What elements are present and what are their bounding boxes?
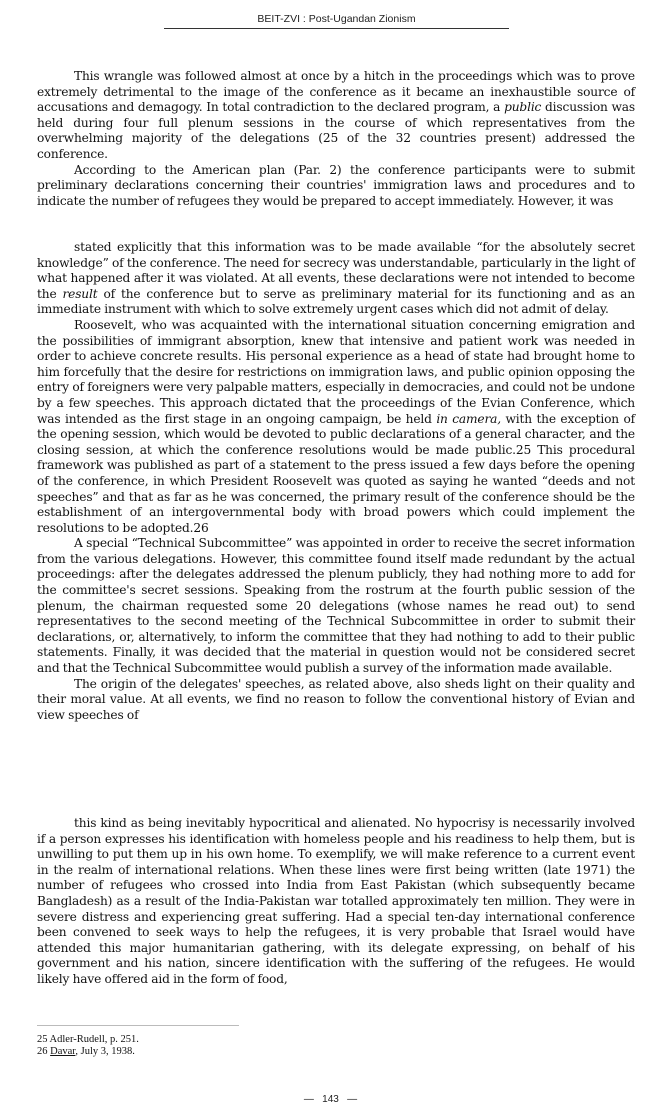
paragraph-text: discussion was held during four full plenum sessions in the course of which representatives from the overwhelming majority of the delegations (25 of the 32 countries present) addressed the conference.: [37, 100, 635, 161]
italic-emphasis: in camera,: [436, 411, 502, 426]
text-block-3: [37, 816, 635, 988]
paragraph: [37, 240, 635, 318]
footnote-25: [37, 1034, 139, 1046]
paragraph: [37, 69, 635, 163]
paragraph: [37, 318, 635, 536]
paragraph: According to the American plan (Par. 2) the conference participants were to submit preliminary declarations concerning their countries' immigration laws and procedures and to indicate the number of refugees they would be prepared to accept immediately. However, it was: [37, 162, 635, 208]
footnote-text: Adler-Rudell, p. 251.: [49, 1034, 139, 1045]
paragraph-text: of the conference but to serve as preliminary material for its functioning and as an immediate instrument with which to solve extremely urgent cases which did not admit of delay.: [37, 286, 635, 317]
italic-emphasis: public: [504, 100, 542, 115]
italic-emphasis: result: [62, 286, 98, 301]
paragraph-text: This wrangle was followed almost at once by a hitch in the proceedings which was to prove extremely detrimental to the image of the conference as it became an inexhaustible source of accusations and demagogy. In total contradiction to the declared program, a: [37, 69, 635, 115]
text-block-2: [37, 240, 635, 723]
footnote-26: [37, 1046, 139, 1058]
paragraph-text: Roosevelt, who was acquainted with the international situation concerning emigration and the possibilities of immigrant absorption, knew that intensive and patient work was needed in order to achieve concrete results. His personal experience as a head of state had brought home to him forcefully that the desire for restrictions on immigration laws, and public opinion opposing the entry of foreigners were very palpable matters, especially in democracies, and could not be undone by a few speeches. This approach dictated that the proceedings of the Evian Conference, which was intended as the first stage in an ongoing campaign, be held: [37, 317, 635, 426]
paragraph-text: stated explicitly that this information was to be made available “for the absolutely secret knowledge” of the conference. The need for secrecy was understandable, particularly in the light of what happened after it was violated. At all events, these declarations were not intended to become the: [37, 240, 635, 301]
paragraph: A special “Technical Subcommittee” was appointed in order to receive the secret information from the various delegations. However, this committee found itself made redundant by the actual proceedings: after the delegates addressed the plenum publicly, they had nothing more to add for the committee's secret sessions. Speaking from the rostrum at the fourth public session of the plenum, the chairman requested some 20 delegations (whose names he read out) to send representatives to the second meeting of the Technical Subcommittee in order to submit their declarations, or, alternatively, to inform the committee that they had nothing to add to their public statements. Finally, it was decided that the material in question would not be considered secret and that the Technical Subcommittee would publish a survey of the information made available.: [37, 536, 635, 676]
footnote-text: , July 3, 1938.: [75, 1046, 135, 1057]
running-header: BEIT-ZVI : Post-Ugandan Zionism: [164, 13, 509, 29]
footnote-number: 25: [37, 1034, 48, 1045]
paragraph: The origin of the delegates' speeches, as related above, also sheds light on their quality and their moral value. At all events, we find no reason to follow the conventional history of Evian and view speeches of: [37, 676, 635, 722]
footnotes: [37, 1034, 139, 1058]
paragraph: this kind as being inevitably hypocritical and alienated. No hypocrisy is necessarily involved if a person expresses his identification with homeless people and his readiness to help them, but is unwilling to put them up in his own home. To exemplify, we will make reference to a current event in the realm of international relations. When these lines were first being written (late 1971) the number of refugees who crossed into India from East Pakistan (which subsequently became Bangladesh) as a result of the India-Pakistan war totalled approximately ten million. They were in severe distress and experiencing great suffering. Had a special ten-day international conference been convened to seek ways to help the refugees, it is very probable that Israel would have attended this major humanitarian gathering, with its delegate expressing, on behalf of his government and his nation, sincere identification with the suffering of the refugees. He would likely have offered aid in the form of food,: [37, 816, 635, 986]
text-block-1: [37, 69, 635, 209]
page-number: — 143 —: [303, 1094, 358, 1105]
footnote-source-title: Davar: [50, 1046, 76, 1057]
footnote-number: 26: [37, 1046, 48, 1057]
footnote-divider: [37, 1025, 239, 1026]
paragraph-text: with the exception of the opening session, which would be devoted to public declarations of a general character, and the closing session, at which the conference resolutions would be made public.25 This procedural framework was published as part of a statement to the press issued a few days before the opening of the conference, in which President Roosevelt was quoted as saying he wanted “deeds and not speeches” and that as far as he was concerned, the primary result of the conference should be the establishment of an intergovernmental body with broad powers which could implement the resolutions to be adopted.26: [37, 411, 636, 535]
